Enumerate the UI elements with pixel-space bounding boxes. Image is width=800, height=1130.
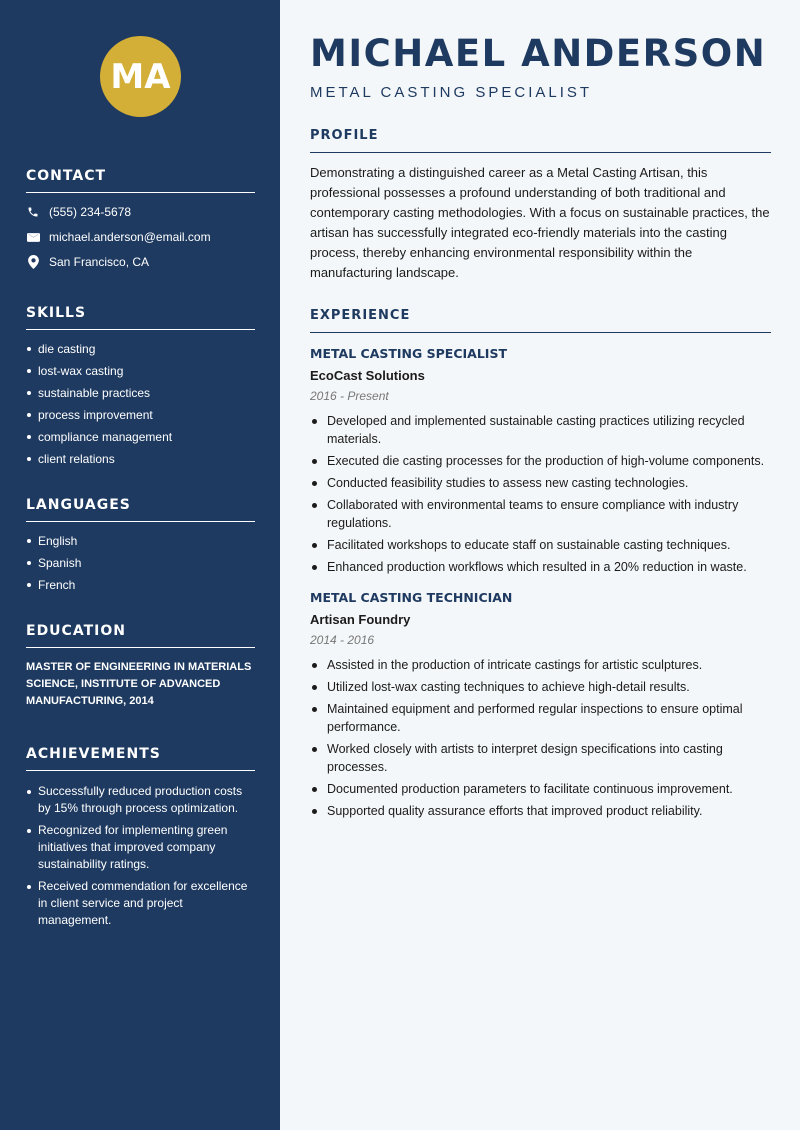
education-section [26,623,255,710]
skill-item: compliance management [26,430,255,444]
skills-list [26,342,255,466]
skill-item: process improvement [26,408,255,422]
skill-item: lost-wax casting [26,364,255,378]
achievements-list [26,783,255,929]
contact-location: San Francisco, CA [49,255,150,269]
contact-email-row [26,230,255,244]
job-bullet: Collaborated with environmental teams to ensure compliance with industry regulations. [310,496,771,532]
achievements-heading: ACHIEVEMENTS [26,746,255,771]
achievement-item: Successfully reduced production costs by 15% through process optimization. [26,783,255,817]
achievements-section [26,746,255,934]
job-bullets [310,412,771,576]
sidebar [0,0,280,1130]
contact-email[interactable]: michael.anderson@email.com [49,230,211,244]
job-bullet: Supported quality assurance efforts that improved product reliability. [310,802,771,820]
job-bullet: Facilitated workshops to educate staff on sustainable casting techniques. [310,536,771,554]
skills-section [26,305,255,474]
avatar: MA [100,36,181,117]
job-bullet: Executed die casting processes for the production of high-volume components. [310,452,771,470]
job-title-header: METAL CASTING SPECIALIST [310,84,593,101]
job-dates: 2016 - Present [310,389,389,403]
job-bullet: Enhanced production workflows which resulted in a 20% reduction in waste. [310,558,771,576]
skill-item: die casting [26,342,255,356]
skill-item: sustainable practices [26,386,255,400]
contact-phone[interactable]: (555) 234-5678 [49,205,132,219]
achievement-item: Received commendation for excellence in client service and project management. [26,878,255,929]
job-dates: 2014 - 2016 [310,633,375,647]
profile-section [310,128,771,283]
education-heading: EDUCATION [26,623,255,648]
languages-section [26,497,255,600]
job-title: METAL CASTING TECHNICIAN [310,590,513,605]
person-name: MICHAEL ANDERSON [310,32,767,75]
job-company: EcoCast Solutions [310,368,425,383]
experience-heading: EXPERIENCE [310,308,771,333]
profile-text: Demonstrating a distinguished career as a Metal Casting Artisan, this professional possesses a profound understanding of both traditional and contemporary casting methodologies. With a focus on sustainable practices, the artisan has successfully integrated eco-friendly materials into the casting process, thereby enhancing environmental responsibility within the manufacturing landscape. [310,165,770,280]
profile-heading: PROFILE [310,128,771,153]
job-bullet: Developed and implemented sustainable casting practices utilizing recycled materials. [310,412,771,448]
job-bullet: Worked closely with artists to interpret design specifications into casting processes. [310,740,771,776]
contact-section [26,168,255,269]
languages-heading: LANGUAGES [26,497,255,522]
experience-section [310,308,771,824]
skills-heading: SKILLS [26,305,255,330]
education-entry: MASTER OF ENGINEERING IN MATERIALS SCIENCE, INSTITUTE OF ADVANCED MANUFACTURING, 2014 [26,661,252,707]
job-bullet: Documented production parameters to facilitate continuous improvement. [310,780,771,798]
languages-list [26,534,255,592]
job-bullet: Assisted in the production of intricate castings for artistic sculptures. [310,656,771,674]
achievement-item: Recognized for implementing green initiatives that improved company sustainability ratings. [26,822,255,873]
language-item: Spanish [26,556,255,570]
language-item: French [26,578,255,592]
phone-icon [26,205,40,219]
job-bullet: Conducted feasibility studies to assess new casting technologies. [310,474,771,492]
contact-location-row [26,255,255,269]
email-icon [26,230,40,244]
job-bullets [310,656,771,820]
job-entry [310,590,771,820]
contact-phone-row [26,205,255,219]
skill-item: client relations [26,452,255,466]
job-bullet: Maintained equipment and performed regular inspections to ensure optimal performance. [310,700,771,736]
job-bullet: Utilized lost-wax casting techniques to achieve high-detail results. [310,678,771,696]
language-item: English [26,534,255,548]
contact-heading: CONTACT [26,168,255,193]
location-pin-icon [26,255,40,269]
job-title: METAL CASTING SPECIALIST [310,346,507,361]
job-company: Artisan Foundry [310,612,411,627]
job-entry [310,346,771,576]
